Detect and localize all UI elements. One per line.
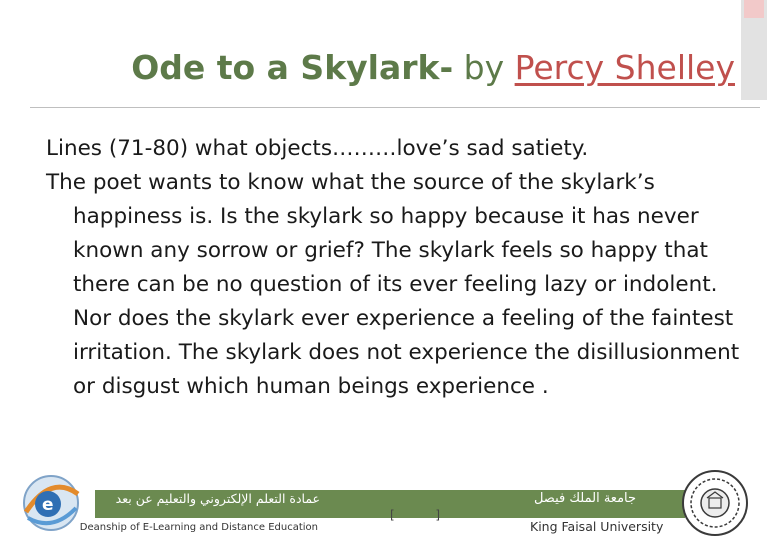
slide-title	[70, 48, 735, 87]
title-ode: Ode to a Skylark-	[131, 48, 454, 87]
page-bracket-open: [	[390, 508, 395, 522]
slide-footer	[0, 468, 780, 540]
title-author-link[interactable]: Percy Shelley	[514, 48, 735, 87]
university-name-english: King Faisal University	[530, 519, 664, 534]
svg-text:e: e	[42, 495, 54, 515]
page-number	[390, 508, 440, 522]
body-line-reference: Lines (71-80) what objects………love’s sad satiety.	[46, 136, 589, 161]
deanship-name-arabic: عمادة التعلم الإلكتروني والتعليم عن بعد	[115, 491, 320, 506]
elearning-logo-icon	[18, 472, 84, 534]
university-seal-icon	[680, 468, 750, 538]
page-bracket-close: ]	[435, 508, 440, 522]
deanship-name-english: Deanship of E-Learning and Distance Education	[79, 522, 318, 533]
slide-body	[46, 132, 758, 404]
university-name-arabic: جامعة الملك فيصل	[533, 491, 637, 506]
body-paragraph: The poet wants to know what the source of the skylark’s happiness is. Is the skylark so happy because it has never known any sorrow or grief? The skylark feels so happy that there can be no question of its ever feeling lazy or indolent. Nor does the skylark ever experience a feeling of the faintest irritation. The skylark does not experience the disillusionment or disgust which human beings experience .	[46, 170, 740, 399]
title-by: by	[453, 48, 515, 87]
corner-accent	[744, 0, 764, 18]
title-divider	[30, 107, 760, 108]
